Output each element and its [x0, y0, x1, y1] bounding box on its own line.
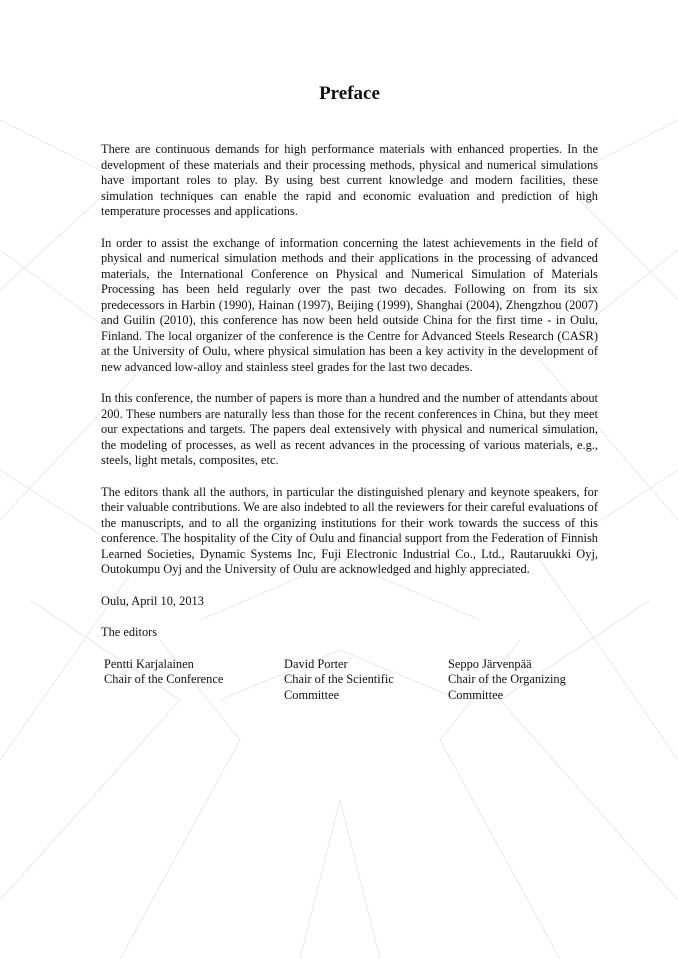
page-title: Preface — [319, 83, 380, 104]
signatory-name: Seppo Järvenpää — [448, 656, 532, 671]
preface-body — [101, 142, 598, 703]
signatory-1 — [101, 657, 281, 704]
signatory-role-continued: Committee — [448, 687, 504, 702]
signatory-role: Chair of the Conference — [104, 672, 224, 686]
signatory-role: Chair of the Organizing — [448, 672, 566, 686]
paragraph-2: In order to assist the exchange of information concerning the latest achievements in the field of physical and numerical simulation methods and their applications in the processing of advanced materials, the International Conference on Physical and Numerical Simulation of Materials Processing has been held regularly over the past two decades. Following on from its six predecessors in Harbin (1990), Hainan (1997), Beijing (1999), Shanghai (2004), Zhengzhou (2007) and Guilin (2010), this conference has now been held outside China for the first time - in Oulu, Finland. The local organizer of the conference is the Centre for Advanced Steels Research (CASR) at the University of Oulu, where physical simulation has been a key activity in the development of new advanced low-alloy and stainless steel grades for the last two decades. — [101, 235, 598, 374]
paragraph-3: In this conference, the number of papers is more than a hundred and the number of attendants about 200. These numbers are naturally less than those for the recent conferences in China, but they meet our expectations and targets. The papers deal extensively with physical and numerical simulation, the modeling of processes, as well as recent advances in the processing of various materials, e.g., steels, light metals, composites, etc. — [101, 391, 598, 467]
place-date: Oulu, April 10, 2013 — [101, 593, 204, 608]
paragraph-4: The editors thank all the authors, in particular the distinguished plenary and keynote speakers, for their valuable contributions. We are also indebted to all the reviewers for their careful evaluations of the manuscripts, and to all the organizing institutions for their work towards the success of this conference. The hospitality of the City of Oulu and financial support from the Federation of Finnish Learned Societies, Dynamic Systems Inc, Fuji Electronic Industrial Co., Ltd., Rautaruukki Oyj, Outokumpu Oyj and the University of Oulu are acknowledged and highly appreciated. — [101, 484, 598, 576]
signatory-2 — [281, 657, 445, 704]
signatory-name: Pentti Karjalainen — [104, 656, 194, 671]
closing-line: The editors — [101, 625, 158, 639]
signature-block — [101, 657, 598, 704]
signatory-role: Chair of the Scientific — [284, 672, 394, 686]
signatory-name: David Porter — [284, 656, 348, 671]
signatory-role-continued: Committee — [284, 687, 340, 702]
signatory-3 — [445, 657, 598, 704]
paragraph-1: There are continuous demands for high performance materials with enhanced properties. In the development of these materials and their processing methods, physical and numerical simulations have important roles to play. By using best current knowledge and modern facilities, these simulation techniques can enable the rapid and economic evaluation and prediction of high temperature processes and applications. — [101, 142, 598, 218]
